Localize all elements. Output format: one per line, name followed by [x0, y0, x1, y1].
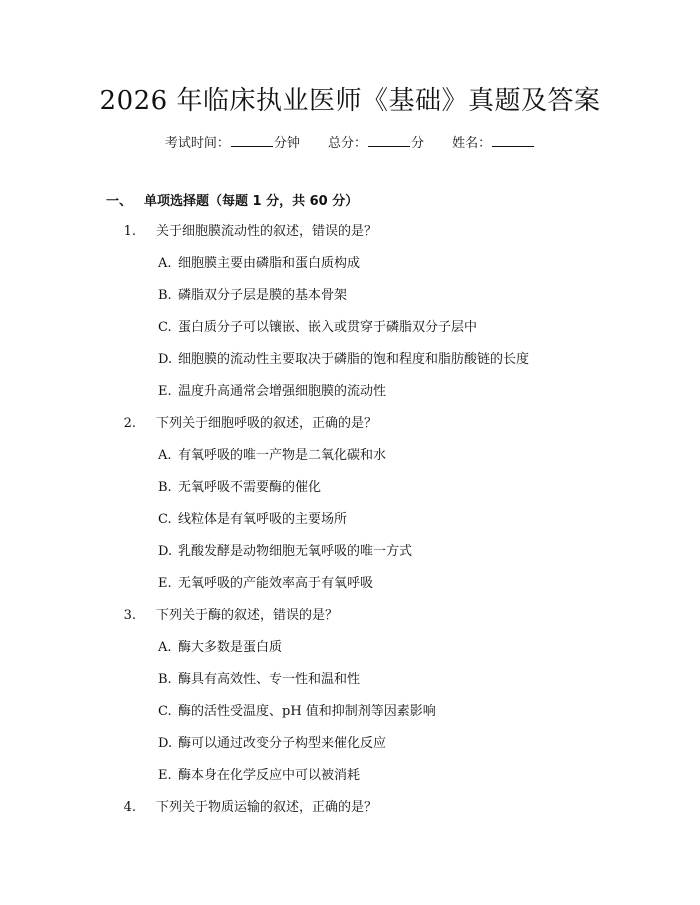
- option-letter: E.: [158, 768, 172, 783]
- option-letter: B.: [158, 288, 172, 303]
- total-score-field: [328, 132, 424, 151]
- question-item: [0, 606, 700, 798]
- section-title: 单项选择题（每题 1 分，共 60 分）: [144, 194, 359, 209]
- question-stem: [0, 222, 700, 254]
- option-text: 无氧呼吸的产能效率高于有氧呼吸: [178, 576, 374, 591]
- question-number: 2.: [123, 416, 136, 431]
- question-text: 下列关于酶的叙述，错误的是？: [156, 608, 339, 623]
- option-text: 酶的活性受温度、pH 值和抑制剂等因素影响: [178, 704, 436, 719]
- option-letter: B.: [158, 672, 172, 687]
- option-text: 蛋白质分子可以镶嵌、嵌入或贯穿于磷脂双分子层中: [178, 320, 478, 335]
- exam-time-label: 考试时间：: [164, 136, 230, 151]
- document-title: 2026 年临床执业医师《基础》真题及答案: [99, 86, 601, 116]
- answer-option: [0, 574, 700, 606]
- option-text: 酶大多数是蛋白质: [178, 640, 283, 655]
- option-letter: E.: [158, 576, 172, 591]
- question-number: 4.: [123, 800, 136, 815]
- answer-option: [0, 254, 700, 286]
- question-item: [0, 222, 700, 414]
- section-heading: [106, 190, 358, 209]
- option-letter: B.: [158, 480, 172, 495]
- name-blank: [492, 134, 534, 147]
- answer-option: [0, 702, 700, 734]
- exam-time-blank: [231, 134, 273, 147]
- exam-time-field: [165, 132, 300, 151]
- question-number: 3.: [123, 608, 136, 623]
- question-stem: [0, 606, 700, 638]
- option-text: 温度升高通常会增强细胞膜的流动性: [178, 384, 387, 399]
- option-letter: A.: [158, 256, 172, 271]
- question-stem: [0, 414, 700, 446]
- option-text: 乳酸发酵是动物细胞无氧呼吸的唯一方式: [178, 544, 413, 559]
- question-item: [0, 798, 700, 830]
- option-text: 磷脂双分子层是膜的基本骨架: [178, 288, 348, 303]
- question-text: 下列关于细胞呼吸的叙述，正确的是？: [156, 416, 378, 431]
- option-text: 酶可以通过改变分子构型来催化反应: [178, 736, 387, 751]
- option-text: 细胞膜主要由磷脂和蛋白质构成: [178, 256, 361, 271]
- question-number: 1.: [123, 224, 136, 239]
- option-letter: E.: [158, 384, 172, 399]
- option-letter: A.: [158, 640, 172, 655]
- question-text: 关于细胞膜流动性的叙述，错误的是？: [156, 224, 378, 239]
- question-list: [0, 222, 700, 830]
- answer-option: [0, 382, 700, 414]
- question-stem: [0, 798, 700, 830]
- total-score-blank: [368, 134, 410, 147]
- option-text: 酶具有高效性、专一性和温和性: [178, 672, 361, 687]
- option-text: 细胞膜的流动性主要取决于磷脂的饱和程度和脂肪酸链的长度: [178, 352, 530, 367]
- exam-info-line: [0, 132, 700, 151]
- answer-option: [0, 542, 700, 574]
- option-letter: D.: [158, 544, 173, 559]
- question-item: [0, 414, 700, 606]
- exam-time-unit: 分钟: [273, 136, 300, 151]
- answer-option: [0, 478, 700, 510]
- answer-option: [0, 510, 700, 542]
- option-letter: D.: [158, 736, 173, 751]
- answer-option: [0, 446, 700, 478]
- question-text: 下列关于物质运输的叙述，正确的是？: [156, 800, 378, 815]
- name-field: [452, 132, 535, 151]
- option-letter: A.: [158, 448, 172, 463]
- option-letter: C.: [158, 704, 172, 719]
- total-score-unit: 分: [411, 136, 425, 151]
- answer-option: [0, 318, 700, 350]
- answer-option: [0, 286, 700, 318]
- answer-option: [0, 766, 700, 798]
- option-text: 无氧呼吸不需要酶的催化: [178, 480, 322, 495]
- answer-option: [0, 638, 700, 670]
- total-score-label: 总分：: [327, 136, 367, 151]
- answer-option: [0, 350, 700, 382]
- option-text: 酶本身在化学反应中可以被消耗: [178, 768, 361, 783]
- option-letter: C.: [158, 320, 172, 335]
- answer-option: [0, 670, 700, 702]
- answer-option: [0, 734, 700, 766]
- section-number: 一、: [106, 194, 133, 209]
- option-letter: D.: [158, 352, 173, 367]
- option-text: 有氧呼吸的唯一产物是二氧化碳和水: [178, 448, 387, 463]
- option-text: 线粒体是有氧呼吸的主要场所: [178, 512, 348, 527]
- name-label: 姓名：: [452, 136, 492, 151]
- option-letter: C.: [158, 512, 172, 527]
